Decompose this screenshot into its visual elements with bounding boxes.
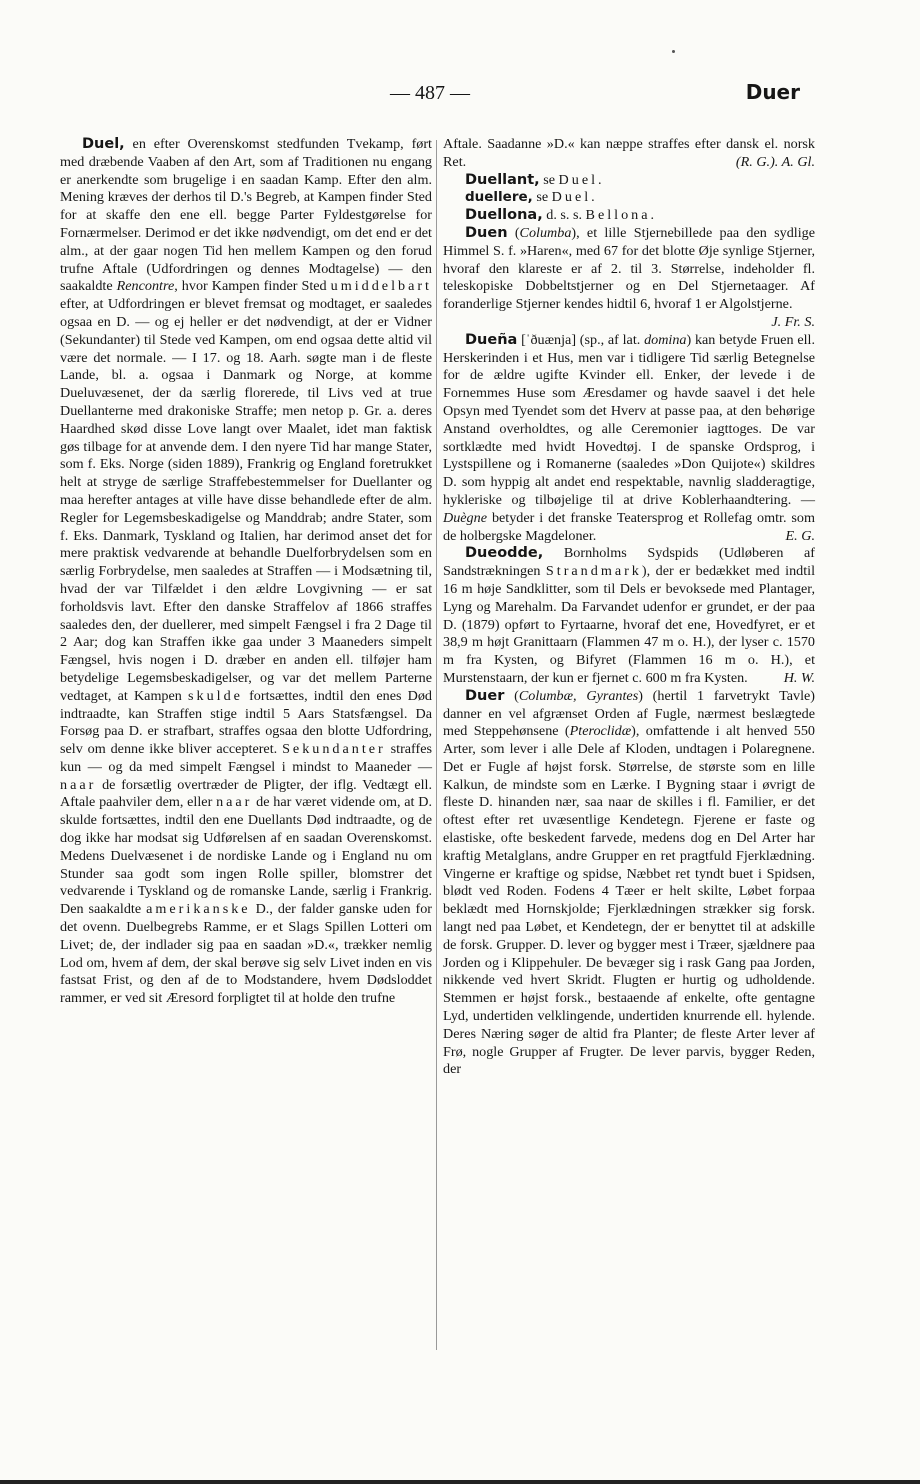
italic-term: Duègne xyxy=(443,509,487,526)
entry-text: ), omfattende i alt henved 550 Arter, som lever i alle Dele af Kloden, undtagen i Polaregnene. Det er Fugle af højst forsk. Størrelse, de største som en lille Kalkun, de mindste som en Lærke. I Bygning staar i øvrigt de fleste D. hinanden nær, saa naar de skilles i fl. Familier, er det oftest efter ret uvæsentlige Kendetegn. Fjerene er faste og elastiske, ofte beskedent farvede, medens dog en Del Arter har kraftig Metalglans, andre Grupper en ret pragtfuld Fjerklædning. Vingerne er kraftige og spidse, Næbbet ret tyndt buet i Spidsen, blødt ved Roden. Fodens 4 Tæer er helt skilte, Løbet forpaa beklædt med Hornskjolde; Fjerklædningen strækker sig forsk. langt ned paa Løbet, et Kendetegn, der er benyttet til at adskille de forsk. Grupper. D. lever og bygger mest i Træer, sjældnere paa Jorden og i Klippehuler. De bevæger sig i rask Gang paa Jorden, nikkende ved hvert Skridt. Flugten er hurtig og udholdende. Stemmen er højst forsk., bestaaende af enkelte, ofte gentagne Lyd, undertiden velklingende, undertiden knurrende ell. hylende. Deres Næring søger de altid fra Planter; de fleste Arter lever af Frø, nogle Grupper af Frugter. De lever parvis, bygger Reden, der xyxy=(443,723,816,1078)
print-speck xyxy=(672,50,675,53)
entry-duel xyxy=(60,136,432,1008)
entry-text: , et lille Stjernebillede paa den sydlige Himmel S. f. »Haren«, med 67 for det blotte Øje synlige Stjerner, hvoraf den klareste er af 2. til 3. Størrelse, indeholder fl. teleskopiske Dobbeltstjerner og en Del Stjernetaager. Af foranderlige Stjerner kendes hidtil 6, hvoraf 1 er Algolstjerne. xyxy=(443,224,815,313)
entry-duer: Duer (Columbæ, Gyrantes) (hertil 1 farvetrykt Tavle) danner en vel afgrænset Orden af Fugle, nærmest beslægtede med Steppehønsene (Pteroclidæ), omfattende i alt henved 550 Arter, som lever i alle Dele af Kloden, undtagen i Polaregnene. Det er Fugle af højst forsk. Størrelse, de største som en lille Kalkun, de mindste som en Lærke. I Bygning staar i øvrigt de fleste D. hinanden nær, saa naar de skilles i fl. Familier, er det oftest efter ret uvæsentlige Kendetegn. Fjerene er faste og elastiske, ofte beskedent farvede, medens dog en Del Arter har kraftig Metalglans, andre Grupper en ret pragtfuld Fjerklædning. Vingerne er kraftige og spidse, Næbbet ret tyndt buet i Spidsen, blødt ved Roden. Fodens 4 Tæer er helt skilte, Løbet forpaa beklædt med Hornskjolde; Fjerklædningen strækker sig forsk. langt ned paa Løbet, et Kendetegn, der er benyttet til at adskille de forsk. Grupper. D. lever og bygger mest i Træer, sjældnere paa Jorden og i Klippehuler. De bevæger sig i rask Gang paa Jorden, nikkende ved hvert Skridt. Flugten er hurtig og udholdende. Stemmen er højst forsk., bestaaende af enkelte, ofte gentagne Lyd, undertiden velklingende, undertiden knurrende ell. hylende. Deres Næring søger de altid fra Planter; de fleste Arter lever af Frø, nogle Grupper af Frugter. De lever parvis, bygger Reden, der xyxy=(443,687,816,1078)
entry-text: en efter Overenskomst stedfunden Tvekamp, ført med dræbende Vaaben af den Art, som af Traditionen nu engang er anerkendte som brugelige i en saadan Kamp. Efter den alm. Mening kræves der derhos til D.'s Begreb, at Kampen finder Sted for at skaffe den ene ell. begge Parter Fyldestgørelse for Fornærmelser. Derimod er det ikke nødvendigt, om det end er det alm., at der gaar nogen Tid hen mellem Kampen og den forud trufne Aftale (Udfordringen og dennes Modtagelse) — den saakaldte xyxy=(60,136,432,295)
entry-text: , hvor Kampen finder Sted xyxy=(174,278,331,295)
entry-duel-continued xyxy=(443,136,815,172)
entry-text: straffes kun — og da med simpelt Fængsel i mindst to Maaneder — xyxy=(60,741,432,775)
headword: Duellona, xyxy=(465,207,543,224)
entry-text: efter, at Udfordringen er blevet fremsat og modtaget, er saaledes ogsaa en D. — og ej heller er det nødvendigt, at der er Vidner (Sekundanter) til Stede ved Kampen, om end ogsaa dette altid vil være det normale. — I 17. og 18. Aarh. søgte man i de fleste Lande, bl. a. ogsaa i Danmark og Norge, at komme Dueluvæsenet, der da særlig florerede, til Livs ved at true Duellanterne med drakoniske Straffe; men netop p. Gr. a. deres Haardhed skød disse Love langt over Maalet, idet man faktisk gøs tilbage for at anvende dem. I den nyere Tid har mange Stater, som f. Eks. Norge (siden 1889), Frankrig og England foretrukket helt at stryge de særlige Straffebestemmelser for Duellanter og maa herefter antages at ville have disse behandlede efter de alm. Regler for Legemsbeskadigelse og Manddrab; andre Stater, som f. Eks. Danmark, Tyskland og Italien, har derimod anset det for mere praktisk vedvarende at behandle Duelforbrydelsen som en særlig Forbrydelse, men saaledes at Straffen — i Modsætning til, hvad der var Tilfældet i den ældre Lovgivning — er sat forholdsvis lavt. Efter den danske Straffelov af 1866 straffes saaledes den, der duellerer, med simpelt Fængsel i fra 2 Dage til 2 Aar; dog kan Straffen ikke gaa under 3 Maaneders simpelt Fængsel, hvis nogen i D. dræber en anden ell. tilføjer ham betydelige Legemsbeskadigelser, og var det mellem Parterne vedtaget, at Kampen xyxy=(60,296,432,704)
entry-duellant xyxy=(443,172,815,190)
italic-term: Rencontre xyxy=(116,278,175,295)
headword: Dueña xyxy=(465,331,518,348)
left-column xyxy=(60,136,432,1008)
latin-name: domina xyxy=(644,331,687,348)
latin-name: Columba xyxy=(519,224,572,241)
entry-text: Bornholms Sydspids (Udløberen af Sandstrækningen xyxy=(443,545,815,580)
latin-name: Columbæ, Gyrantes xyxy=(518,687,639,704)
entry-text: de forsætlig overtræder de Pligter, der iflg. Vedtægt ell. Aftale paahviler dem, eller xyxy=(60,776,432,811)
headword: Duen xyxy=(465,224,508,241)
cross-reference: Duel. xyxy=(551,189,598,206)
entry-text: fortsættes, indtil den enes Død indtraadte, kan Straffen stige indtil 5 Aars Statsfængsel. Da Forsøg paa D. er strafbart, straffes ogsaa den blotte Udfordring, selv om denne ikke bliver accepteret. xyxy=(60,687,432,758)
headword: Duellant, xyxy=(465,171,540,188)
headword: Duer xyxy=(465,687,505,704)
page-number: — 487 — xyxy=(390,82,470,104)
headword: Duel, xyxy=(82,136,125,152)
spaced-term: umiddelbart xyxy=(330,278,432,295)
entry-duena xyxy=(443,332,815,546)
signature: H. W. xyxy=(783,669,815,686)
cross-reference: Bellona. xyxy=(585,207,658,224)
spaced-term: Strandmark xyxy=(545,563,642,580)
entry-text: D., der falder ganske uden for det ovenn. Duelbegrebs Ramme, er et Slags Spillen Lotteri om Livet; de, der indlader sig paa en saadan »D.«, trækker nemlig Lod om, hvem af dem, der skal berøve sig selv Livet inden en vis fastsat Frist, og den af de to Modstandere, hvem Dødsloddet rammer, er ved sit Æresord forpligtet til at holde den trufne xyxy=(60,901,432,1007)
entry-duellere xyxy=(443,189,815,207)
entry-text: Aftale. Saadanne »D.« kan næppe straffes efter dansk el. norsk Ret. xyxy=(443,136,815,170)
spaced-term: naar xyxy=(60,776,97,793)
spaced-term: naar xyxy=(216,794,253,811)
entry-duen: Duen (Columba), et lille Stjernebillede paa den sydlige Himmel S. f. »Haren«, med 67 for det blotte Øje synlige Stjerner, hvoraf den klareste er af 2. til 3. Størrelse, indeholder fl. teleskopiske Dobbeltstjerner og en Del Stjernetaager. Af foranderlige Stjerner kendes hidtil 6, hvoraf 1 er Algolstjerne. J. Fr. S. xyxy=(443,224,815,330)
entry-dueodde xyxy=(443,545,815,687)
entry-text: (hertil 1 farvetrykt Tavle) danner en vel afgrænset Orden af Fugle, nærmest beslægtede med Steppehønsene ( xyxy=(443,687,815,740)
entry-text: se xyxy=(539,171,559,188)
entry-text: ) kan betyde Fruen ell. Herskerinden i et Hus, men var i tidligere Tid særlig Betegnelse for de ældre ugifte Kvinder ell. Enker, der levede i de Fornemmes Huse som Æresdamer og havde saavel i det hele Opsyn med Tyendet som det Hverv at passe paa, at den behørige Anstand overholdtes, og alle Ceremonier iagttoges. De var sortklædte med hvidt Hovedtøj. I de spanske Ordsprog, i Lystspillene og i Romanerne (saaledes »Don Quijote«) skildres D. som hyppig alt andet end respektable, navnlig sladderagtige, hykleriske og tilbøjelige til at drive Koblerhaandtering. — xyxy=(443,331,815,508)
entry-duellona xyxy=(443,207,815,225)
signature: (R. G.). A. Gl. xyxy=(735,153,815,170)
entry-text: se xyxy=(532,189,552,206)
signature: J. Fr. S. xyxy=(771,313,815,330)
headword: duellere, xyxy=(465,189,533,206)
signature: E. G. xyxy=(785,527,815,544)
column-divider xyxy=(436,140,437,1350)
page-header xyxy=(60,78,800,118)
entry-text: d. s. s. xyxy=(542,207,586,224)
entry-text: betyder i det franske Teatersprog et Rollefag omtr. som de holbergske Magdeloner. xyxy=(443,509,815,544)
entry-text: de har været vidende om, at D. skulde fortsættes, indtil den ene Duellants Død indtraadte, og de dog ikke har modsat sig Udførelsen af en saadan Overenskomst. Medens Duelvæsenet i de nordiske Lande og i England nu om Stunder saa godt som ingen Rolle spiller, blomstrer det vedvarende i Tyskland og de romanske Lande, særlig i Frankrig. Den saakaldte xyxy=(60,794,432,918)
scan-edge xyxy=(0,1480,920,1484)
spaced-term: Sekundanter xyxy=(282,741,386,758)
entry-text: ), der er bedækket med indtil 16 m høje Sandklitter, som til Dels er bevoksede med Plantager, Lyng og Marehalm. Da Farvandet udenfor er grundet, er der paa D. (1879) opført to Fyrtaarne, hvoraf det ene, Hovedfyret, er et 38,9 m højt Granittaarn (Flammen 47 m o. H.), der lyser c. 1570 m fra Kysten, og Bifyret (Flammen 16 m o. H.), et Murstenstaarn, der kun er fjernet c. 600 m fra Kysten. xyxy=(443,563,815,686)
right-column xyxy=(443,136,815,1079)
pronunciation: [ˈðuænja] (sp., af lat. xyxy=(517,331,645,348)
running-head: Duer xyxy=(745,80,800,104)
cross-reference: Duel. xyxy=(558,171,605,188)
spaced-term: amerikanske xyxy=(146,901,251,918)
headword: Dueodde, xyxy=(465,545,544,562)
spaced-term: skulde xyxy=(188,687,243,704)
latin-name: Pteroclidæ xyxy=(569,723,632,740)
